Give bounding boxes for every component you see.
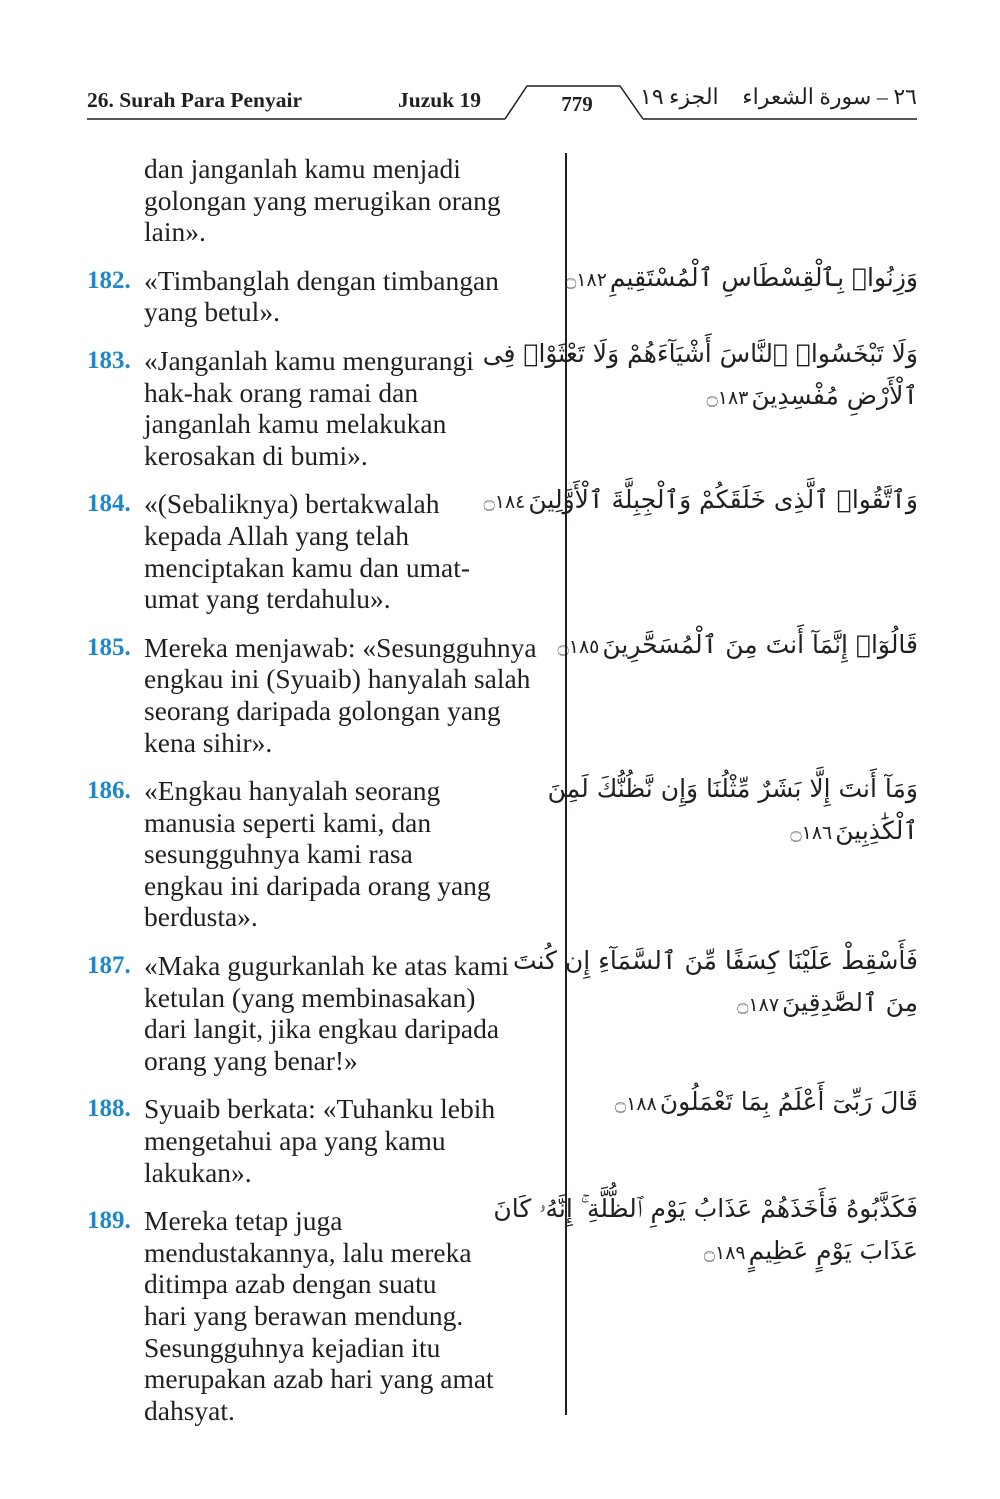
text-line: golongan yang merugikan orang (144, 184, 501, 216)
ayah-marker-icon: ۝١٨٧ (737, 994, 780, 1016)
verse-number: 186. (87, 777, 131, 805)
verse-number: 183. (87, 346, 131, 374)
arabic-text: ٱلْكَٰذِبِينَ (835, 816, 918, 845)
arabic-line (598, 1230, 918, 1274)
text-line: ditimpa azab dengan suatu (144, 1268, 437, 1300)
arabic-line (557, 624, 918, 668)
ayah-marker-icon: ۝١٨٤ (483, 491, 526, 513)
verse-number: 184. (87, 490, 131, 518)
text-line: mendustakannya, lalu mereka (144, 1236, 472, 1268)
arabic-text: عَذَابَ يَوْمٍ عَظِيمٍ (748, 1236, 918, 1265)
verse-number: 187. (87, 952, 131, 980)
arabic-text: وَٱتَّقُوا۟ ٱلَّذِى خَلَقَكُمْ وَٱلْجِبِلَّةَ ٱلْأَوَّلِينَ (528, 485, 918, 514)
text-line: dari langit, jika engkau daripada (144, 1013, 500, 1045)
text-line: hak-hak orang ramai dan (144, 376, 419, 408)
arabic-verse (547, 768, 918, 854)
arabic-verse (557, 624, 918, 668)
verse-translation (87, 1093, 562, 1188)
text-line: lakukan». (144, 1156, 252, 1188)
arabic-text: فَكَذَّبُوهُ فَأَخَذَهُمْ عَذَابُ يَوْمِ ٱلظُّلَّةِ ۚ إِنَّهُۥ كَانَ (493, 1194, 918, 1223)
text-line: «Timbanglah dengan timbangan (144, 264, 499, 296)
arabic-line (547, 768, 918, 810)
ayah-marker-icon: ۝١٨٥ (557, 636, 600, 658)
text-line: mengetahui apa yang kamu (144, 1125, 446, 1157)
text-line: merupakan azab hari yang amat (144, 1363, 494, 1395)
text-line: yang betul». (144, 296, 280, 328)
text-line: engkau ini daripada orang yang (144, 869, 491, 901)
text-line: janganlah kamu melakukan (144, 408, 447, 440)
ayah-marker-icon: ۝١٨٦ (790, 822, 833, 844)
text-line: sesungguhnya kami rasa (144, 838, 413, 870)
verse-number: 189. (87, 1207, 131, 1235)
arabic-line (598, 810, 918, 854)
text-line: manusia seperti kami, dan (144, 806, 432, 838)
arabic-text: قَالَ رَبِّىٓ أَعْلَمُ بِمَا تَعْمَلُونَ (659, 1087, 918, 1116)
text-line: «Maka gugurkanlah ke atas kami (144, 950, 510, 982)
verse-translation (87, 1205, 562, 1426)
text-line: «Engkau hanyalah seorang (144, 775, 441, 807)
text-line: kepada Allah yang telah (144, 519, 409, 551)
text-line: hari yang berawan mendung. (144, 1300, 464, 1331)
arabic-verse (598, 1081, 918, 1125)
ayah-marker-icon: ۝١٨٨ (615, 1093, 657, 1115)
verse-translation (87, 632, 562, 758)
verse-number: 185. (87, 633, 131, 661)
arabic-line (482, 333, 918, 375)
arabic-line (493, 1188, 918, 1230)
arabic-text: فَأَسْقِطْ عَلَيْنَا كِسَفًا مِّنَ ٱلسَّمَآءِ إِن كُنتَ (512, 946, 918, 975)
text-line: dan janganlah kamu menjadi (144, 153, 461, 184)
text-line: Sesungguhnya kejadian itu (144, 1331, 441, 1363)
text-line: Syuaib berkata: «Tuhanku lebih (144, 1093, 496, 1125)
arabic-line (598, 1081, 918, 1125)
text-line: berdusta». (144, 901, 258, 933)
juzuk-label: Juzuk 19 (398, 88, 482, 112)
text-line: Mereka tetap juga (144, 1205, 343, 1237)
page-number: 779 (561, 92, 593, 116)
text-line: engkau ini (Syuaib) hanyalah salah (144, 663, 531, 695)
verse-number: 182. (87, 266, 131, 294)
text-line: kerosakan di bumi». (144, 439, 368, 471)
ayah-marker-icon: ۝١٨٣ (706, 387, 749, 409)
text-line: seorang daripada golongan yang (144, 694, 501, 726)
arabic-line (512, 940, 918, 982)
text-line: lain». (144, 216, 206, 248)
text-line: umat yang terdahulu». (144, 583, 391, 615)
arabic-verse (483, 479, 918, 523)
arabic-line (483, 479, 918, 523)
verse-translation (87, 265, 562, 328)
arabic-text: وَمَآ أَنتَ إِلَّا بَشَرٌ مِّثْلُنَا وَإِن نَّظُنُّكَ لَمِنَ (547, 774, 918, 803)
text-line: «(Sebaliknya) bertakwalah (144, 488, 440, 520)
text-line: ketulan (yang membinasakan) (144, 981, 476, 1013)
arabic-text: وَزِنُوا۟ بِٱلْقِسْطَاسِ ٱلْمُسْتَقِيمِ (609, 263, 918, 292)
arabic-verse (512, 940, 918, 1026)
arabic-line (598, 982, 918, 1026)
text-line: Mereka menjawab: «Sesungguhnya (144, 631, 537, 663)
continuation-paragraph (87, 153, 562, 248)
arabic-text: قَالُوٓا۟ إِنَّمَآ أَنتَ مِنَ ٱلْمُسَحَّرِينَ (602, 630, 918, 659)
arabic-line (565, 257, 918, 301)
text-line: «Janganlah kamu mengurangi (144, 344, 474, 376)
surah-title: 26. Surah Para Penyair (87, 88, 302, 112)
text-line: kena sihir». (144, 726, 273, 758)
ayah-marker-icon: ۝١٨٩ (703, 1242, 746, 1264)
arabic-verse (565, 257, 918, 301)
arabic-line (598, 375, 918, 419)
arabic-verse (493, 1188, 918, 1274)
arabic-text: وَلَا تَبْخَسُوا۟ ٱلنَّاسَ أَشْيَآءَهُمْ وَلَا تَعْثَوْا۟ فِى (482, 339, 918, 368)
page-header (87, 80, 917, 122)
text-line: dahsyat. (144, 1394, 235, 1426)
ayah-marker-icon: ۝١٨٢ (565, 269, 607, 291)
arabic-text: ٱلْأَرْضِ مُفْسِدِينَ (751, 381, 918, 410)
juz-arabic-label: الجزء ١٩ (640, 84, 719, 109)
text-line: orang yang benar!» (144, 1044, 358, 1076)
surah-arabic-title: ٢٦ – سورة الشعراء (742, 84, 917, 109)
verse-number: 188. (87, 1095, 131, 1123)
arabic-text: مِنَ ٱلصَّٰدِقِينَ (782, 988, 918, 1017)
text-line: menciptakan kamu dan umat- (144, 551, 471, 583)
verse-translation (87, 950, 562, 1076)
arabic-verse (482, 333, 918, 419)
verse-translation (87, 775, 562, 933)
